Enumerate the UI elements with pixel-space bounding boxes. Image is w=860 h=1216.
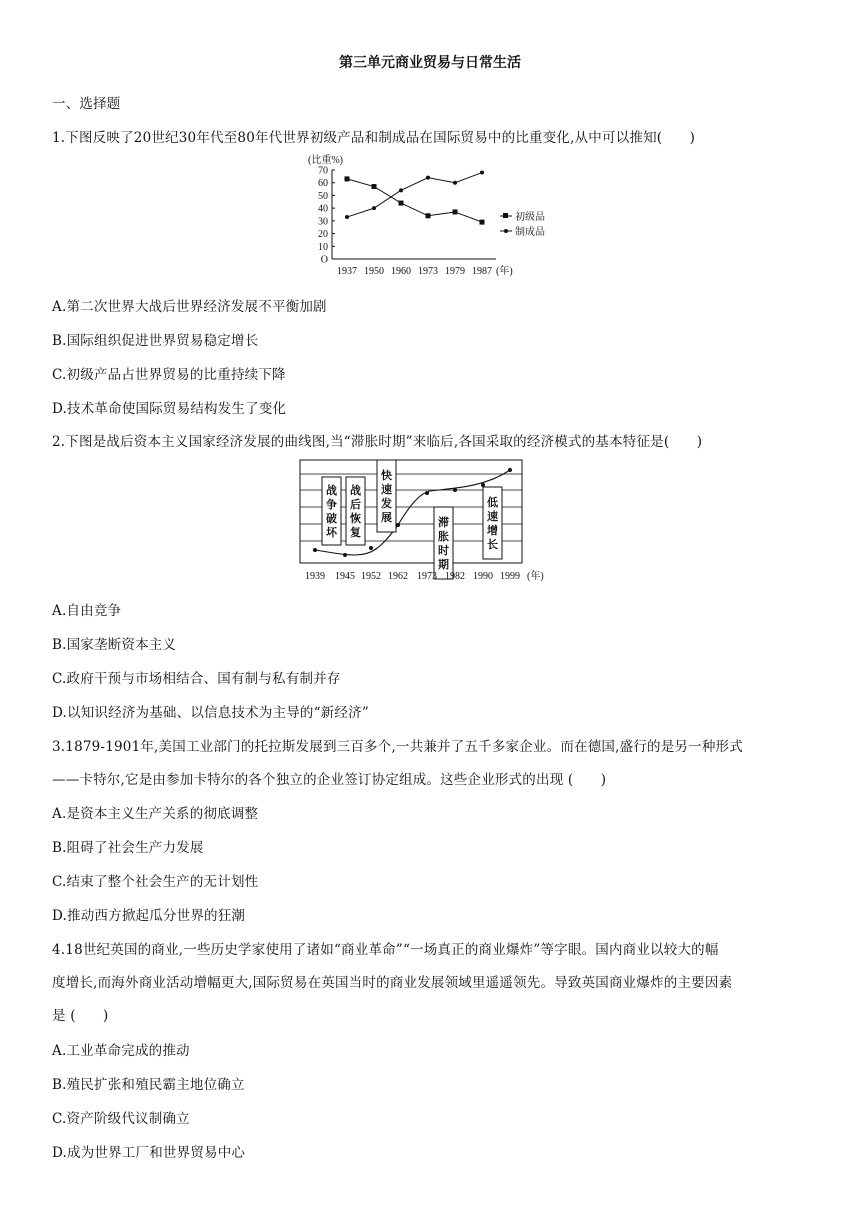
primary-product-point bbox=[372, 184, 377, 189]
chart-economic-stages bbox=[295, 455, 570, 585]
chart1-ytick-label: 60 bbox=[318, 178, 328, 190]
stage-label: 滞胀时期 bbox=[438, 517, 449, 571]
series-line-manufactured bbox=[347, 173, 482, 217]
chart2-xtick-label: 1952 bbox=[361, 571, 381, 582]
primary-product-point bbox=[426, 213, 431, 218]
chart1-ytick-label: 10 bbox=[318, 241, 328, 253]
chart2-xtick-label: 1939 bbox=[305, 571, 325, 582]
manufactured-product-point bbox=[426, 176, 430, 180]
chart2-xtick-label: 1962 bbox=[388, 571, 408, 582]
question-3-option-a: A.是资本主义生产关系的彻底调整 bbox=[52, 806, 259, 822]
manufactured-product-point bbox=[372, 206, 376, 210]
question-1-option-b: B.国际组织促进世界贸易稳定增长 bbox=[52, 333, 259, 349]
chart2-xtick-label: 1999 bbox=[500, 571, 520, 582]
series-line-primary bbox=[347, 179, 482, 222]
chart2-growth-curve bbox=[315, 470, 510, 555]
primary-product-point bbox=[399, 201, 404, 206]
chart1-legend bbox=[500, 210, 545, 238]
primary-product-point bbox=[453, 209, 458, 214]
question-4-option-d: D.成为世界工厂和世界贸易中心 bbox=[52, 1145, 246, 1161]
legend-item-manufactured: 制成品 bbox=[515, 227, 545, 238]
question-2-stem: 2.下图是战后资本主义国家经济发展的曲线图,当“滞胀时期”来临后,各国采取的经济模式的基本特征是( ) bbox=[52, 434, 703, 450]
chart2-curve-point bbox=[313, 548, 317, 552]
chart2-xunit: (年) bbox=[527, 571, 544, 582]
question-1-stem: 1.下图反映了20世纪30年代至80年代世界初级产品和制成品在国际贸易中的比重变化,从中可以推知( ) bbox=[52, 130, 696, 146]
chart2-curve-point bbox=[481, 483, 485, 487]
question-2-option-c: C.政府干预与市场相结合、国有制与私有制并存 bbox=[52, 671, 341, 687]
question-4-stem-line-2: 度增长,而海外商业活动增幅更大,国际贸易在英国当时的商业发展领域里遥遥领先。导致英国商业爆炸的主要因素 bbox=[52, 975, 733, 991]
chart2-curve-point bbox=[396, 523, 400, 527]
page-title: 第三单元商业贸易与日常生活 bbox=[339, 55, 521, 71]
chart2-curve-point bbox=[453, 488, 457, 492]
legend-item-primary: 初级品 bbox=[515, 212, 545, 223]
stage-label: 战争破坏 bbox=[326, 485, 337, 539]
question-1-option-d: D.技术革命使国际贸易结构发生了变化 bbox=[52, 401, 287, 417]
question-1-option-a: A.第二次世界大战后世界经济发展不平衡加剧 bbox=[52, 299, 327, 315]
chart2-curve-point bbox=[508, 468, 512, 472]
question-4-stem-line-3: 是 ( ) bbox=[52, 1008, 109, 1024]
stage-label: 战后恢复 bbox=[350, 485, 361, 539]
manufactured-product-point bbox=[399, 188, 403, 192]
question-4-option-b: B.殖民扩张和殖民霸主地位确立 bbox=[52, 1077, 245, 1093]
chart2-xtick-label: 1945 bbox=[335, 571, 355, 582]
section-heading: 一、选择题 bbox=[52, 96, 121, 112]
chart1-ytick-label: 70 bbox=[318, 165, 328, 177]
chart1-xunit: (年) bbox=[496, 266, 513, 277]
chart1-xtick-label: 1937 bbox=[337, 266, 357, 277]
chart2-xtick-label: 1982 bbox=[445, 571, 465, 582]
chart1-ylabel: (比重%) bbox=[308, 155, 343, 166]
chart2-xtick-label: 1990 bbox=[473, 571, 493, 582]
chart1-ytick-label: 40 bbox=[318, 203, 328, 215]
chart2-curve-point bbox=[425, 491, 429, 495]
chart1-xtick-label: 1979 bbox=[445, 266, 465, 277]
chart1-xtick-label: 1960 bbox=[391, 266, 411, 277]
chart1-xtick-label: 1987 bbox=[472, 266, 492, 277]
question-1-option-c: C.初级产品占世界贸易的比重持续下降 bbox=[52, 367, 286, 383]
chart1-ytick-label: 50 bbox=[318, 190, 328, 202]
legend-dot-marker bbox=[504, 229, 508, 233]
legend-square-marker bbox=[503, 213, 508, 218]
manufactured-product-point bbox=[345, 215, 349, 219]
question-3-option-c: C.结束了整个社会生产的无计划性 bbox=[52, 874, 259, 890]
chart1-xtick-label: 1950 bbox=[364, 266, 384, 277]
question-3-stem-line-2: ——卡特尔,它是由参加卡特尔的各个独立的企业签订协定组成。这些企业形式的出现 ( ) bbox=[52, 772, 607, 788]
manufactured-product-point bbox=[480, 171, 484, 175]
question-3-option-b: B.阻碍了社会生产力发展 bbox=[52, 840, 204, 856]
manufactured-product-point bbox=[453, 181, 457, 185]
primary-product-point bbox=[480, 220, 485, 225]
chart1-ytick-label: O bbox=[320, 254, 328, 266]
chart2-curve-point bbox=[343, 553, 347, 557]
question-4-option-a: A.工业革命完成的推动 bbox=[52, 1043, 190, 1059]
chart2-curve-point bbox=[369, 546, 373, 550]
question-4-stem-line-1: 4.18世纪英国的商业,一些历史学家使用了诸如“商业革命”“一场真正的商业爆炸”等字眼。国内商业以较大的幅 bbox=[52, 942, 719, 958]
chart1-ytick-label: 30 bbox=[318, 216, 328, 228]
question-2-option-d: D.以知识经济为基础、以信息技术为主导的“新经济” bbox=[52, 705, 369, 721]
question-2-option-a: A.自由竞争 bbox=[52, 603, 122, 619]
question-3-stem-line-1: 3.1879-1901年,美国工业部门的托拉斯发展到三百多个,一共兼并了五千多家企业。而在德国,盛行的是另一种形式 bbox=[52, 739, 743, 755]
stage-label: 低速增长 bbox=[487, 497, 498, 551]
question-4-option-c: C.资产阶级代议制确立 bbox=[52, 1111, 190, 1127]
chart-trade-share bbox=[300, 150, 560, 280]
chart1-ytick-label: 20 bbox=[318, 229, 328, 241]
stage-label: 快速发展 bbox=[381, 470, 392, 524]
question-2-option-b: B.国家垄断资本主义 bbox=[52, 637, 177, 653]
chart2-xtick-label: 1973 bbox=[417, 571, 437, 582]
question-3-option-d: D.推动西方掀起瓜分世界的狂潮 bbox=[52, 908, 246, 924]
chart1-xtick-label: 1973 bbox=[418, 266, 438, 277]
primary-product-point bbox=[345, 176, 350, 181]
